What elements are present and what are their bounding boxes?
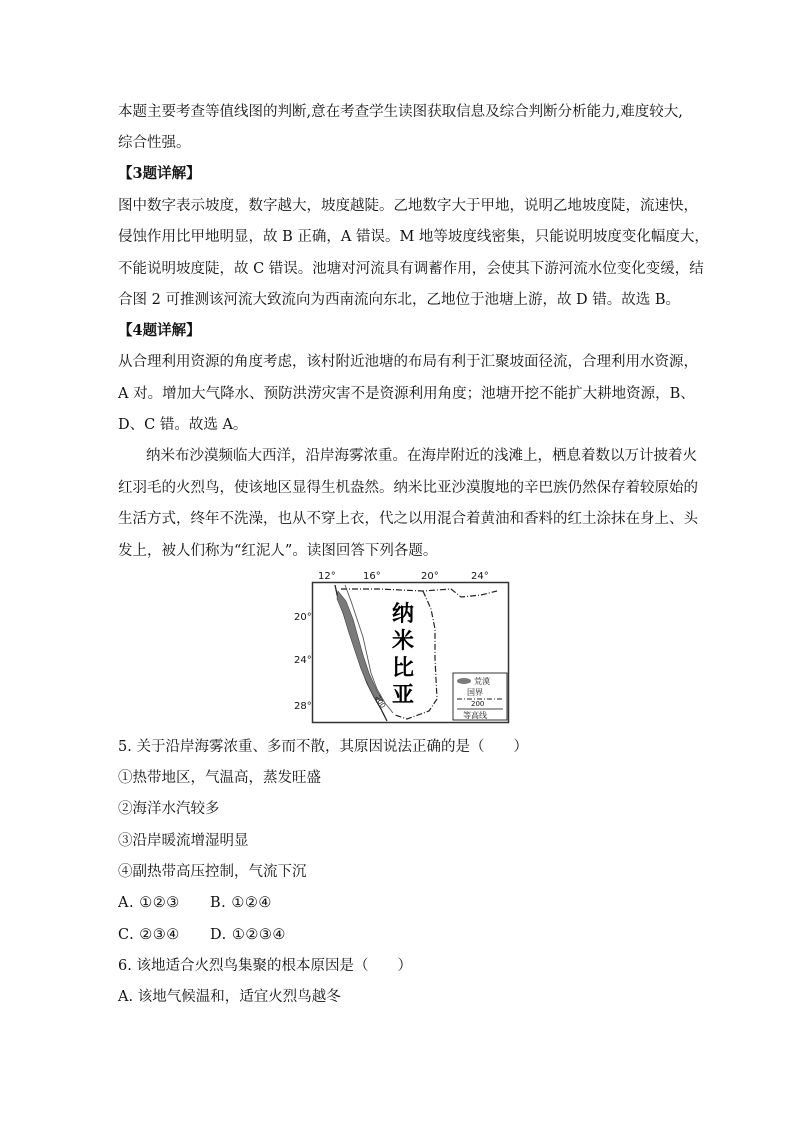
q5-item-3: ③沿岸暖流增湿明显 — [118, 833, 249, 849]
analysis-line-2: 综合性强。 — [118, 135, 191, 151]
q4-line-1: 从合理利用资源的角度考虑，该村附近池塘的布局有利于汇聚坡面径流，合理利用水资源， — [118, 354, 698, 370]
q5-item-4: ④副热带高压控制，气流下沉 — [118, 864, 307, 880]
q6-option-a: A. 该地气候温和，适宜火烈鸟越冬 — [118, 989, 341, 1005]
contour-value-label: 200 — [373, 694, 387, 710]
map-legend — [453, 673, 507, 720]
passage-line-3: 生活方式，终年不洗澡，也从不穿上衣，代之以用混合着黄油和香料的红土涂抹在身上、头 — [118, 511, 698, 527]
lon-label-24: 24° — [471, 571, 489, 582]
lat-label-20: 20° — [294, 612, 312, 623]
lat-label-28: 28° — [294, 701, 312, 712]
q5-option-d: D. ①②③④ — [210, 927, 286, 943]
q5-option-b: B. ①②④ — [210, 895, 272, 911]
lon-label-12: 12° — [318, 571, 336, 582]
legend-contour-value: 200 — [471, 700, 485, 708]
lat-label-24: 24° — [294, 655, 312, 666]
q5-option-a: A. ①②③ — [118, 895, 180, 911]
q3-line-2: 侵蚀作用比甲地明显，故 B 正确，A 错误。M 地等坡度线密集，只能说明坡度变化幅度大， — [118, 229, 709, 245]
q5-option-c: C. ②③④ — [118, 927, 180, 943]
country-char-3: 比 — [392, 656, 415, 681]
lon-label-16: 16° — [363, 571, 381, 582]
q3-heading: 【3题详解】 — [118, 165, 201, 182]
passage-line-4: 发上，被人们称为“红泥人”。读图回答下列各题。 — [118, 543, 438, 559]
q6-stem: 6. 该地适合火烈鸟集聚的根本原因是（ ） — [118, 958, 412, 974]
country-char-1: 纳 — [392, 602, 415, 627]
analysis-line-1: 本题主要考查等值线图的判断,意在考查学生读图获取信息及综合判断分析能力,难度较大, — [118, 104, 683, 120]
q3-line-1: 图中数字表示坡度，数字越大，坡度越陡。乙地数字大于甲地，说明乙地坡度陡，流速快， — [118, 198, 698, 214]
country-char-2: 米 — [392, 629, 415, 654]
q4-line-3: D、C 错。故选 A。 — [118, 417, 248, 433]
passage-line-1: 纳米布沙漠频临大西洋，沿岸海雾浓重。在海岸附近的浅滩上，栖息着数以万计披着火 — [146, 448, 697, 464]
legend-border-label: 国界 — [467, 688, 483, 697]
legend-desert-label: 荒漠 — [474, 677, 490, 686]
country-char-4: 亚 — [392, 683, 415, 708]
q5-stem: 5. 关于沿岸海雾浓重、多而不散，其原因说法正确的是（ ） — [118, 739, 528, 755]
namibia-map — [294, 569, 511, 725]
q5-item-1: ①热带地区，气温高，蒸发旺盛 — [118, 770, 321, 786]
q3-line-4: 合图 2 可推测该河流大致流向为西南流向东北，乙地位于池塘上游，故 D 错。故选 B。 — [118, 292, 681, 308]
legend-desert-swatch — [457, 678, 471, 684]
q4-heading: 【4题详解】 — [118, 322, 201, 339]
q5-item-2: ②海洋水汽较多 — [118, 801, 220, 817]
q3-line-3: 不能说明坡度陡，故 C 错误。池塘对河流具有调蓄作用，会使其下游河流水位变化变缓，结 — [118, 261, 704, 277]
passage-line-2: 红羽毛的火烈鸟，使该地区显得生机盎然。纳米比亚沙漠腹地的辛巴族仍然保存着较原始的 — [118, 480, 698, 496]
lon-label-20: 20° — [421, 571, 439, 582]
legend-contour-label: 等高线 — [463, 711, 487, 720]
q4-line-2: A 对。增加大气降水、预防洪涝灾害不是资源利用角度；池塘开挖不能扩大耕地资源，B、 — [118, 386, 695, 402]
